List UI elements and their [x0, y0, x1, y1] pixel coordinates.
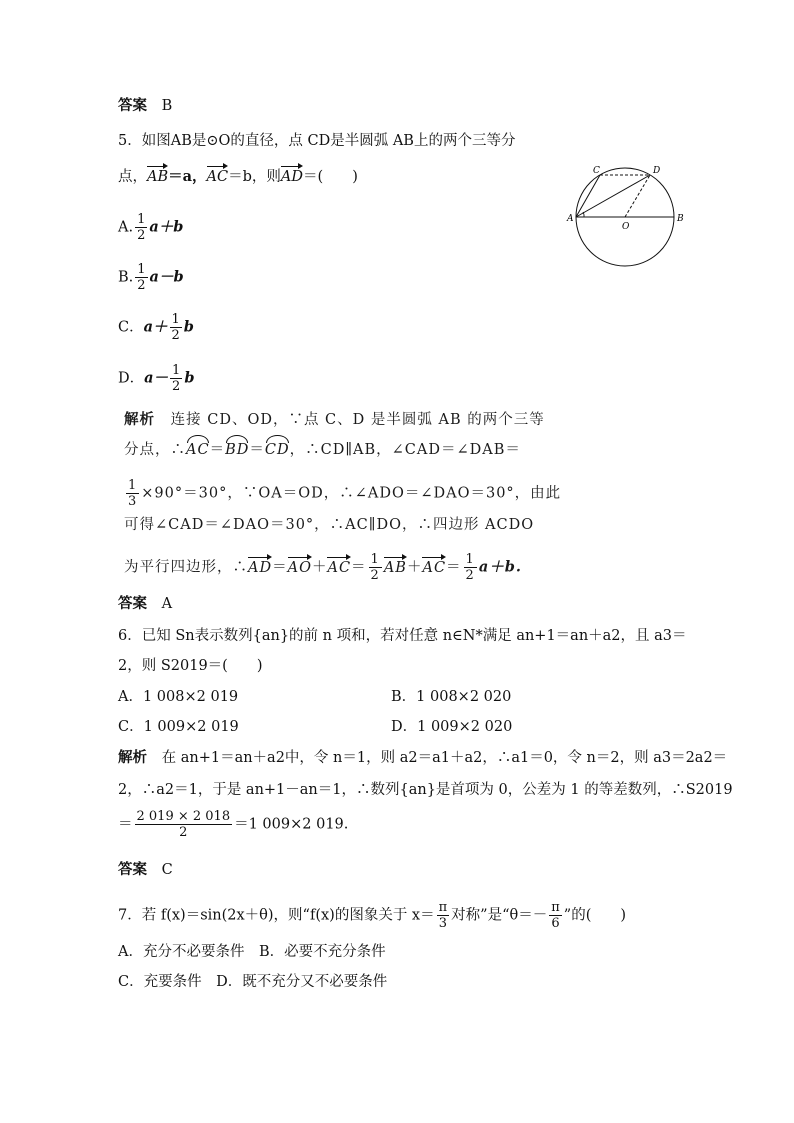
- q6-stem-line1: 6．已知 Sn表示数列{an}的前 n 项和，若对任意 n∈N*满足 an+1＝an＋a2，且 a3＝: [118, 628, 687, 644]
- q5-solution-line2: [124, 440, 521, 460]
- label-a: A: [567, 214, 574, 224]
- answer-value: A: [161, 596, 173, 612]
- q7-stem-prefix: 7．若 f(x)＝sin(2x＋θ)，则“f(x)的图象关于 x＝: [118, 907, 435, 924]
- option-a-label: A.: [118, 219, 134, 236]
- answer-label: 答案: [118, 862, 147, 878]
- q6-option-a: A．1 008×2 019: [118, 689, 239, 705]
- q7-stem: [118, 900, 626, 931]
- arc-ac: AC: [186, 442, 210, 458]
- solution-fraction: [135, 809, 233, 840]
- option-d-label: D．: [118, 370, 145, 387]
- frac-den: 3: [438, 916, 448, 931]
- frac-num: 1: [370, 552, 380, 567]
- q5-option-d: [118, 363, 194, 394]
- vec-ac: AC: [327, 559, 352, 576]
- frac-den: 2: [137, 278, 146, 293]
- q7-options-line1: A．充分不必要条件 B．必要不充分条件: [118, 944, 386, 960]
- q6-solution-line3: [118, 809, 348, 840]
- q5-solution-line1: [124, 410, 545, 430]
- option-d-pre: a－: [144, 369, 169, 387]
- option-d-fraction: [170, 363, 182, 394]
- q7-stem-tail: ”的( ): [563, 907, 627, 924]
- solution-text: ＝: [118, 816, 133, 833]
- frac-num: 1: [172, 363, 181, 378]
- label-c: C: [593, 166, 600, 176]
- answer-value: C: [161, 862, 173, 878]
- solution-label: 解析: [118, 750, 147, 766]
- frac-num: 1: [171, 312, 180, 327]
- solution-text: 连接 CD、OD，∵点 C、D 是半圆弧 AB 的两个三等: [170, 412, 545, 428]
- solution-text: ＝: [272, 559, 288, 576]
- option-b-fraction: [135, 262, 147, 293]
- frac-num: 1: [465, 552, 475, 567]
- vec-ab: AB: [383, 559, 407, 576]
- option-c-fraction: [170, 312, 182, 343]
- arc-cd: CD: [264, 442, 290, 458]
- frac-den: 2: [171, 328, 180, 343]
- vec-ao: AO: [287, 559, 312, 576]
- frac-num: 1: [128, 478, 138, 493]
- q6-answer: [118, 860, 173, 880]
- solution-text: ＝1 009×2 019.: [234, 816, 349, 833]
- frac-num: π: [438, 900, 448, 915]
- solution-text: ×90°＝30°，∵OA＝OD，∴∠ADO＝∠DAO＝30°，由此: [141, 485, 562, 502]
- q5-vec-ac: AC: [206, 169, 229, 185]
- frac-den: 2: [137, 228, 146, 243]
- q5-solution-line3: [124, 478, 561, 509]
- solution-text: a＋b.: [478, 558, 522, 576]
- q6-option-b: B．1 008×2 020: [391, 689, 512, 705]
- frac-den: 3: [128, 494, 138, 509]
- q7-options-line2: C．充要条件 D．既不充分又不必要条件: [118, 974, 388, 990]
- frac-den: 2: [465, 568, 475, 583]
- frac-num: 2 019 × 2 018: [136, 809, 231, 824]
- q6-option-c: C．1 009×2 019: [118, 719, 239, 735]
- frac-den: 6: [551, 916, 560, 931]
- option-b-label: B.: [118, 269, 134, 286]
- option-c-pre: a＋: [143, 318, 168, 336]
- solution-text: ＝: [209, 442, 226, 458]
- option-a-fraction: [135, 212, 147, 243]
- q5-option-c: [118, 312, 194, 343]
- solution-text: 在 an+1＝an＋a2中，令 n＝1，则 a2＝a1＋a2，∴a1＝0，令 n＝2，则 a3＝2a2＝: [161, 750, 728, 766]
- option-b-rest: a－b: [149, 268, 184, 286]
- q5-solution-line4: 可得∠CAD＝∠DAO＝30°，∴AC∥DO，∴四边形 ACDO: [124, 517, 535, 533]
- q6-solution-line1: [118, 748, 727, 768]
- q5-stem-tail: ＝( ): [303, 169, 358, 185]
- solution-text: ＝: [446, 559, 462, 576]
- option-d-post: b: [184, 369, 195, 387]
- q7-stem-mid: 对称”是“θ＝－: [451, 907, 548, 924]
- frac-num: 1: [137, 262, 146, 277]
- vec-ac: AC: [422, 559, 447, 576]
- q5-vec-ab: AB: [147, 169, 169, 185]
- q5-vec-ad: AD: [280, 169, 304, 185]
- option-a-rest: a＋b: [149, 218, 184, 236]
- q6-option-d: D．1 009×2 020: [391, 719, 513, 735]
- q5-stem-prefix: 点，: [118, 169, 147, 185]
- q5-solution-line5: [124, 552, 522, 583]
- q5-option-a: [118, 212, 183, 243]
- frac-num: 1: [137, 212, 146, 227]
- label-o: O: [622, 222, 630, 232]
- frac-den: 2: [370, 568, 380, 583]
- solution-fraction: [126, 478, 139, 509]
- solution-text: ＋: [406, 559, 423, 576]
- q5-stem-line2: [118, 167, 358, 187]
- solution-label: 解析: [124, 412, 155, 428]
- q7-fraction-pi-6: [549, 900, 562, 931]
- segment-od: [625, 175, 650, 217]
- solution-fraction: [369, 552, 382, 583]
- label-d: D: [653, 166, 661, 176]
- arc-bd: BD: [225, 442, 250, 458]
- q6-stem-line2: 2，则 S2019＝( ): [118, 658, 263, 674]
- segment-ad: [576, 175, 650, 217]
- solution-text: 分点，∴: [124, 442, 186, 458]
- solution-text: ＝: [249, 442, 265, 458]
- q4-answer-value: B: [161, 98, 173, 114]
- solution-fraction: [464, 552, 477, 583]
- label-b: B: [677, 214, 684, 224]
- frac-den: 2: [172, 379, 181, 394]
- q4-answer: [118, 96, 172, 116]
- q5-stem-line1: 5．如图AB是⊙O的直径，点 CD是半圆弧 AB上的两个三等分: [118, 133, 516, 149]
- q6-solution-line2: 2，∴a2＝1，于是 an+1－an＝1，∴数列{an}是首项为 0，公差为 1 的等差数列，∴S2019: [118, 782, 733, 798]
- option-c-label: C．: [118, 319, 144, 336]
- solution-text: ，∴CD∥AB，∠CAD＝∠DAB＝: [289, 442, 521, 458]
- vec-ad: AD: [248, 559, 273, 576]
- solution-text: 为平行四边形，∴: [124, 559, 248, 576]
- option-c-post: b: [183, 318, 194, 336]
- q5-answer: [118, 594, 172, 614]
- q5-eq-a: ＝a，: [168, 168, 207, 185]
- q5-eq-b: ＝b，则: [228, 169, 281, 185]
- q5-circle-figure: [560, 160, 690, 268]
- solution-text: ＝: [351, 559, 367, 576]
- q7-fraction-pi-3: [437, 900, 450, 931]
- frac-num: π: [551, 900, 560, 915]
- q4-answer-label: 答案: [118, 98, 147, 114]
- solution-text: ＋: [311, 559, 328, 576]
- frac-den: 2: [179, 825, 188, 840]
- answer-label: 答案: [118, 596, 147, 612]
- q5-option-b: [118, 262, 184, 293]
